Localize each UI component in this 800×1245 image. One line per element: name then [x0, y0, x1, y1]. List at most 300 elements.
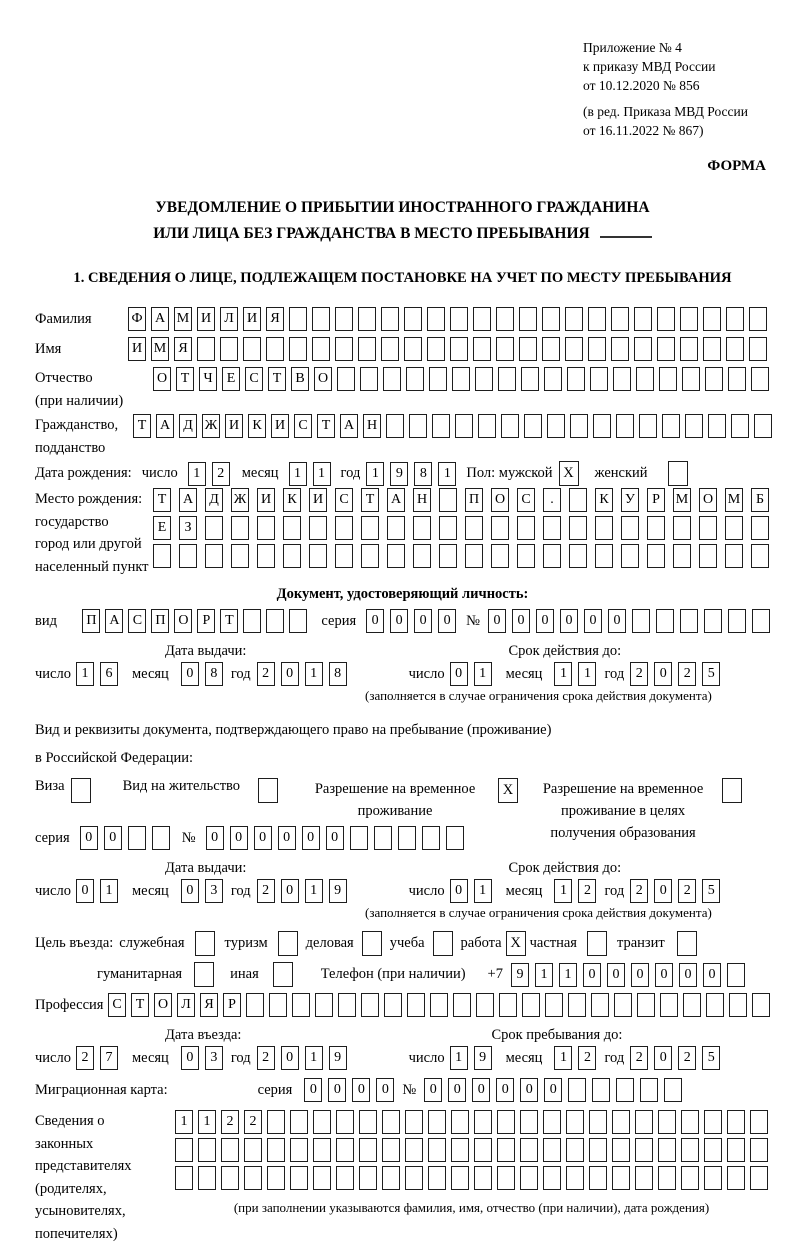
form-cell[interactable]: О [174, 609, 192, 633]
form-cell[interactable] [593, 414, 611, 438]
form-cell[interactable]: 1 [100, 879, 118, 903]
form-cell[interactable] [198, 1166, 216, 1190]
form-cell[interactable] [544, 367, 562, 391]
form-cell[interactable] [708, 414, 726, 438]
male-checkbox[interactable]: X [559, 461, 579, 486]
form-cell[interactable]: 1 [366, 462, 384, 486]
form-cell[interactable] [658, 1138, 676, 1162]
form-cell[interactable] [752, 609, 770, 633]
form-cell[interactable] [569, 544, 587, 568]
form-cell[interactable]: 0 [654, 662, 672, 686]
form-cell[interactable] [673, 544, 691, 568]
form-cell[interactable]: 0 [654, 1046, 672, 1070]
form-cell[interactable]: О [153, 367, 171, 391]
form-cell[interactable]: М [174, 307, 192, 331]
form-cell[interactable] [350, 826, 368, 850]
form-cell[interactable] [336, 1166, 354, 1190]
form-cell[interactable]: 0 [631, 963, 649, 987]
form-cell[interactable] [128, 826, 146, 850]
form-cell[interactable]: 8 [205, 662, 223, 686]
form-cell[interactable] [657, 337, 675, 361]
form-cell[interactable]: С [517, 488, 535, 512]
form-cell[interactable]: 1 [535, 963, 553, 987]
form-cell[interactable]: 0 [181, 1046, 199, 1070]
form-cell[interactable]: 1 [305, 1046, 323, 1070]
form-cell[interactable]: 2 [257, 879, 275, 903]
form-cell[interactable]: 1 [76, 662, 94, 686]
form-cell[interactable]: 2 [578, 879, 596, 903]
form-cell[interactable] [491, 544, 509, 568]
form-cell[interactable] [382, 1166, 400, 1190]
form-cell[interactable]: И [309, 488, 327, 512]
form-cell[interactable] [450, 307, 468, 331]
form-cell[interactable]: 0 [76, 879, 94, 903]
form-cell[interactable] [752, 993, 770, 1017]
form-cell[interactable] [386, 414, 404, 438]
form-cell[interactable] [685, 414, 703, 438]
form-cell[interactable]: Ф [128, 307, 146, 331]
form-cell[interactable] [659, 367, 677, 391]
form-cell[interactable] [335, 516, 353, 540]
form-cell[interactable] [427, 337, 445, 361]
form-cell[interactable]: М [725, 488, 743, 512]
form-cell[interactable] [476, 993, 494, 1017]
form-cell[interactable]: Р [647, 488, 665, 512]
form-cell[interactable] [404, 307, 422, 331]
form-cell[interactable] [387, 544, 405, 568]
form-cell[interactable]: 1 [450, 1046, 468, 1070]
form-cell[interactable] [521, 367, 539, 391]
form-cell[interactable] [565, 307, 583, 331]
visa-checkbox[interactable] [71, 778, 91, 803]
form-cell[interactable] [289, 609, 307, 633]
form-cell[interactable] [267, 1138, 285, 1162]
form-cell[interactable]: 1 [474, 662, 492, 686]
form-cell[interactable]: 0 [366, 609, 384, 633]
form-cell[interactable] [662, 414, 680, 438]
form-cell[interactable]: 0 [104, 826, 122, 850]
form-cell[interactable]: Р [223, 993, 241, 1017]
form-cell[interactable] [520, 1166, 538, 1190]
form-cell[interactable]: 0 [181, 879, 199, 903]
form-cell[interactable]: С [128, 609, 146, 633]
form-cell[interactable] [727, 1138, 745, 1162]
form-cell[interactable] [704, 1110, 722, 1134]
form-cell[interactable] [312, 337, 330, 361]
form-cell[interactable]: А [179, 488, 197, 512]
form-cell[interactable]: 0 [230, 826, 248, 850]
form-cell[interactable]: 5 [702, 662, 720, 686]
form-cell[interactable] [614, 993, 632, 1017]
form-cell[interactable] [699, 516, 717, 540]
form-cell[interactable] [519, 337, 537, 361]
form-cell[interactable] [336, 1138, 354, 1162]
form-cell[interactable] [635, 1110, 653, 1134]
form-cell[interactable]: Т [361, 488, 379, 512]
form-cell[interactable]: 2 [76, 1046, 94, 1070]
form-cell[interactable] [591, 993, 609, 1017]
form-cell[interactable] [590, 367, 608, 391]
form-cell[interactable] [727, 963, 745, 987]
form-cell[interactable] [751, 544, 769, 568]
purpose-business-checkbox[interactable] [362, 931, 382, 956]
form-cell[interactable] [491, 516, 509, 540]
form-cell[interactable] [634, 337, 652, 361]
form-cell[interactable]: С [108, 993, 126, 1017]
form-cell[interactable] [432, 414, 450, 438]
form-cell[interactable] [639, 414, 657, 438]
form-cell[interactable] [309, 516, 327, 540]
purpose-transit-checkbox[interactable] [677, 931, 697, 956]
form-cell[interactable] [243, 337, 261, 361]
form-cell[interactable]: 0 [448, 1078, 466, 1102]
form-cell[interactable] [465, 516, 483, 540]
form-cell[interactable]: 1 [554, 1046, 572, 1070]
form-cell[interactable]: 2 [630, 662, 648, 686]
form-cell[interactable] [473, 307, 491, 331]
form-cell[interactable] [312, 307, 330, 331]
form-cell[interactable] [243, 609, 261, 633]
form-cell[interactable]: К [595, 488, 613, 512]
form-cell[interactable]: 0 [352, 1078, 370, 1102]
form-cell[interactable] [634, 307, 652, 331]
form-cell[interactable] [337, 367, 355, 391]
form-cell[interactable] [517, 516, 535, 540]
form-cell[interactable] [313, 1138, 331, 1162]
form-cell[interactable] [542, 307, 560, 331]
form-cell[interactable]: 0 [655, 963, 673, 987]
form-cell[interactable] [205, 544, 223, 568]
form-cell[interactable] [499, 993, 517, 1017]
form-cell[interactable]: 1 [554, 662, 572, 686]
form-cell[interactable] [413, 516, 431, 540]
form-cell[interactable] [569, 488, 587, 512]
form-cell[interactable] [231, 544, 249, 568]
form-cell[interactable]: 0 [536, 609, 554, 633]
form-cell[interactable]: 0 [281, 1046, 299, 1070]
form-cell[interactable] [198, 1138, 216, 1162]
form-cell[interactable]: Н [363, 414, 381, 438]
form-cell[interactable] [612, 1138, 630, 1162]
form-cell[interactable] [335, 337, 353, 361]
form-cell[interactable] [568, 1078, 586, 1102]
form-cell[interactable] [244, 1138, 262, 1162]
form-cell[interactable] [616, 414, 634, 438]
form-cell[interactable] [727, 1166, 745, 1190]
form-cell[interactable] [750, 1138, 768, 1162]
form-cell[interactable] [335, 544, 353, 568]
form-cell[interactable] [611, 307, 629, 331]
form-cell[interactable]: К [248, 414, 266, 438]
form-cell[interactable]: 1 [474, 879, 492, 903]
form-cell[interactable] [153, 544, 171, 568]
residence-permit-checkbox[interactable] [258, 778, 278, 803]
form-cell[interactable] [197, 337, 215, 361]
form-cell[interactable]: Т [133, 414, 151, 438]
form-cell[interactable] [439, 488, 457, 512]
purpose-work-checkbox[interactable]: X [506, 931, 526, 956]
form-cell[interactable]: С [335, 488, 353, 512]
form-cell[interactable] [635, 1138, 653, 1162]
form-cell[interactable]: 3 [205, 1046, 223, 1070]
form-cell[interactable] [522, 993, 540, 1017]
form-cell[interactable] [749, 307, 767, 331]
form-cell[interactable]: 5 [702, 1046, 720, 1070]
form-cell[interactable]: 0 [583, 963, 601, 987]
form-cell[interactable]: 3 [205, 879, 223, 903]
form-cell[interactable] [361, 516, 379, 540]
form-cell[interactable] [754, 414, 772, 438]
form-cell[interactable]: 0 [679, 963, 697, 987]
form-cell[interactable]: Ч [199, 367, 217, 391]
form-cell[interactable]: И [197, 307, 215, 331]
form-cell[interactable] [703, 337, 721, 361]
form-cell[interactable] [497, 1138, 515, 1162]
form-cell[interactable] [473, 337, 491, 361]
form-cell[interactable]: 1 [438, 462, 456, 486]
form-cell[interactable] [439, 516, 457, 540]
form-cell[interactable] [455, 414, 473, 438]
form-cell[interactable]: 0 [181, 662, 199, 686]
form-cell[interactable] [430, 993, 448, 1017]
form-cell[interactable] [446, 826, 464, 850]
form-cell[interactable] [725, 516, 743, 540]
form-cell[interactable] [589, 1166, 607, 1190]
form-cell[interactable] [221, 1138, 239, 1162]
form-cell[interactable] [751, 367, 769, 391]
form-cell[interactable] [290, 1166, 308, 1190]
form-cell[interactable] [313, 1166, 331, 1190]
form-cell[interactable] [595, 544, 613, 568]
form-cell[interactable]: Я [174, 337, 192, 361]
form-cell[interactable]: 7 [100, 1046, 118, 1070]
form-cell[interactable]: П [465, 488, 483, 512]
form-cell[interactable] [731, 414, 749, 438]
form-cell[interactable] [453, 993, 471, 1017]
purpose-humanitarian-checkbox[interactable] [194, 962, 214, 987]
form-cell[interactable]: 2 [578, 1046, 596, 1070]
form-cell[interactable] [640, 1078, 658, 1102]
form-cell[interactable]: П [151, 609, 169, 633]
form-cell[interactable]: 0 [496, 1078, 514, 1102]
form-cell[interactable] [405, 1138, 423, 1162]
form-cell[interactable]: Т [317, 414, 335, 438]
form-cell[interactable] [382, 1138, 400, 1162]
form-cell[interactable] [231, 516, 249, 540]
form-cell[interactable]: 0 [206, 826, 224, 850]
form-cell[interactable] [404, 337, 422, 361]
form-cell[interactable]: Д [179, 414, 197, 438]
form-cell[interactable] [706, 993, 724, 1017]
form-cell[interactable]: И [225, 414, 243, 438]
form-cell[interactable] [257, 516, 275, 540]
form-cell[interactable] [681, 1110, 699, 1134]
form-cell[interactable] [588, 337, 606, 361]
form-cell[interactable] [749, 337, 767, 361]
form-cell[interactable] [727, 1110, 745, 1134]
female-checkbox[interactable] [668, 461, 688, 486]
form-cell[interactable]: 0 [607, 963, 625, 987]
form-cell[interactable] [409, 414, 427, 438]
form-cell[interactable] [543, 516, 561, 540]
form-cell[interactable] [179, 544, 197, 568]
form-cell[interactable] [704, 1166, 722, 1190]
form-cell[interactable] [439, 544, 457, 568]
form-cell[interactable]: 0 [544, 1078, 562, 1102]
form-cell[interactable]: Е [222, 367, 240, 391]
form-cell[interactable] [566, 1138, 584, 1162]
form-cell[interactable] [313, 1110, 331, 1134]
form-cell[interactable] [658, 1110, 676, 1134]
form-cell[interactable]: 0 [328, 1078, 346, 1102]
form-cell[interactable] [246, 993, 264, 1017]
form-cell[interactable]: П [82, 609, 100, 633]
form-cell[interactable]: Р [197, 609, 215, 633]
form-cell[interactable] [152, 826, 170, 850]
form-cell[interactable] [474, 1138, 492, 1162]
form-cell[interactable] [407, 993, 425, 1017]
form-cell[interactable]: 2 [221, 1110, 239, 1134]
form-cell[interactable] [725, 544, 743, 568]
form-cell[interactable] [520, 1110, 538, 1134]
form-cell[interactable]: А [156, 414, 174, 438]
form-cell[interactable]: О [314, 367, 332, 391]
form-cell[interactable] [336, 1110, 354, 1134]
form-cell[interactable]: 2 [257, 662, 275, 686]
purpose-study-checkbox[interactable] [433, 931, 453, 956]
form-cell[interactable]: 8 [414, 462, 432, 486]
form-cell[interactable]: 2 [630, 1046, 648, 1070]
form-cell[interactable] [543, 544, 561, 568]
form-cell[interactable]: 9 [390, 462, 408, 486]
form-cell[interactable]: 1 [578, 662, 596, 686]
form-cell[interactable] [269, 993, 287, 1017]
form-cell[interactable] [566, 1110, 584, 1134]
form-cell[interactable]: 0 [450, 662, 468, 686]
form-cell[interactable] [478, 414, 496, 438]
form-cell[interactable]: 0 [560, 609, 578, 633]
temp-permit-checkbox[interactable]: X [498, 778, 518, 803]
form-cell[interactable]: 2 [630, 879, 648, 903]
form-cell[interactable] [360, 367, 378, 391]
form-cell[interactable] [451, 1138, 469, 1162]
form-cell[interactable]: 0 [450, 879, 468, 903]
form-cell[interactable]: 0 [278, 826, 296, 850]
form-cell[interactable] [611, 337, 629, 361]
form-cell[interactable]: О [491, 488, 509, 512]
form-cell[interactable] [315, 993, 333, 1017]
form-cell[interactable] [636, 367, 654, 391]
form-cell[interactable]: 0 [80, 826, 98, 850]
form-cell[interactable] [205, 516, 223, 540]
form-cell[interactable] [374, 826, 392, 850]
form-cell[interactable]: 8 [329, 662, 347, 686]
form-cell[interactable]: 9 [474, 1046, 492, 1070]
form-cell[interactable] [384, 993, 402, 1017]
form-cell[interactable] [496, 307, 514, 331]
form-cell[interactable]: М [673, 488, 691, 512]
form-cell[interactable]: С [294, 414, 312, 438]
form-cell[interactable] [496, 337, 514, 361]
form-cell[interactable]: 2 [678, 879, 696, 903]
form-cell[interactable] [680, 307, 698, 331]
form-cell[interactable]: 0 [608, 609, 626, 633]
form-cell[interactable] [545, 993, 563, 1017]
form-cell[interactable]: 2 [212, 462, 230, 486]
form-cell[interactable]: А [151, 307, 169, 331]
form-cell[interactable]: . [543, 488, 561, 512]
form-cell[interactable]: 0 [424, 1078, 442, 1102]
form-cell[interactable]: 0 [520, 1078, 538, 1102]
form-cell[interactable] [358, 307, 376, 331]
form-cell[interactable] [292, 993, 310, 1017]
form-cell[interactable] [726, 337, 744, 361]
form-cell[interactable]: 9 [329, 879, 347, 903]
form-cell[interactable]: У [621, 488, 639, 512]
form-cell[interactable]: Л [220, 307, 238, 331]
form-cell[interactable] [681, 1166, 699, 1190]
form-cell[interactable]: Я [200, 993, 218, 1017]
form-cell[interactable]: Л [177, 993, 195, 1017]
form-cell[interactable] [656, 609, 674, 633]
form-cell[interactable]: 1 [313, 462, 331, 486]
form-cell[interactable] [290, 1138, 308, 1162]
form-cell[interactable]: 1 [554, 879, 572, 903]
form-cell[interactable]: Т [220, 609, 238, 633]
form-cell[interactable] [406, 367, 424, 391]
form-cell[interactable] [632, 609, 650, 633]
form-cell[interactable]: В [291, 367, 309, 391]
form-cell[interactable]: 2 [244, 1110, 262, 1134]
form-cell[interactable] [452, 367, 470, 391]
form-cell[interactable]: З [179, 516, 197, 540]
form-cell[interactable] [381, 337, 399, 361]
form-cell[interactable] [543, 1138, 561, 1162]
form-cell[interactable] [450, 337, 468, 361]
form-cell[interactable] [383, 367, 401, 391]
form-cell[interactable]: Ж [231, 488, 249, 512]
form-cell[interactable]: Т [176, 367, 194, 391]
form-cell[interactable] [283, 544, 301, 568]
form-cell[interactable] [465, 544, 483, 568]
form-cell[interactable] [588, 307, 606, 331]
form-cell[interactable]: 0 [254, 826, 272, 850]
form-cell[interactable] [358, 337, 376, 361]
form-cell[interactable]: О [699, 488, 717, 512]
form-cell[interactable] [547, 414, 565, 438]
form-cell[interactable] [657, 307, 675, 331]
form-cell[interactable] [621, 516, 639, 540]
form-cell[interactable]: А [105, 609, 123, 633]
form-cell[interactable] [543, 1166, 561, 1190]
form-cell[interactable]: 0 [654, 879, 672, 903]
form-cell[interactable]: 9 [329, 1046, 347, 1070]
form-cell[interactable] [729, 993, 747, 1017]
form-cell[interactable] [497, 1166, 515, 1190]
form-cell[interactable] [474, 1110, 492, 1134]
form-cell[interactable] [635, 1166, 653, 1190]
form-cell[interactable] [335, 307, 353, 331]
form-cell[interactable] [520, 1138, 538, 1162]
form-cell[interactable] [387, 516, 405, 540]
purpose-tourism-checkbox[interactable] [278, 931, 298, 956]
form-cell[interactable]: Д [205, 488, 223, 512]
form-cell[interactable] [637, 993, 655, 1017]
form-cell[interactable]: 1 [188, 462, 206, 486]
form-cell[interactable] [428, 1110, 446, 1134]
form-cell[interactable]: 0 [703, 963, 721, 987]
form-cell[interactable] [474, 1166, 492, 1190]
